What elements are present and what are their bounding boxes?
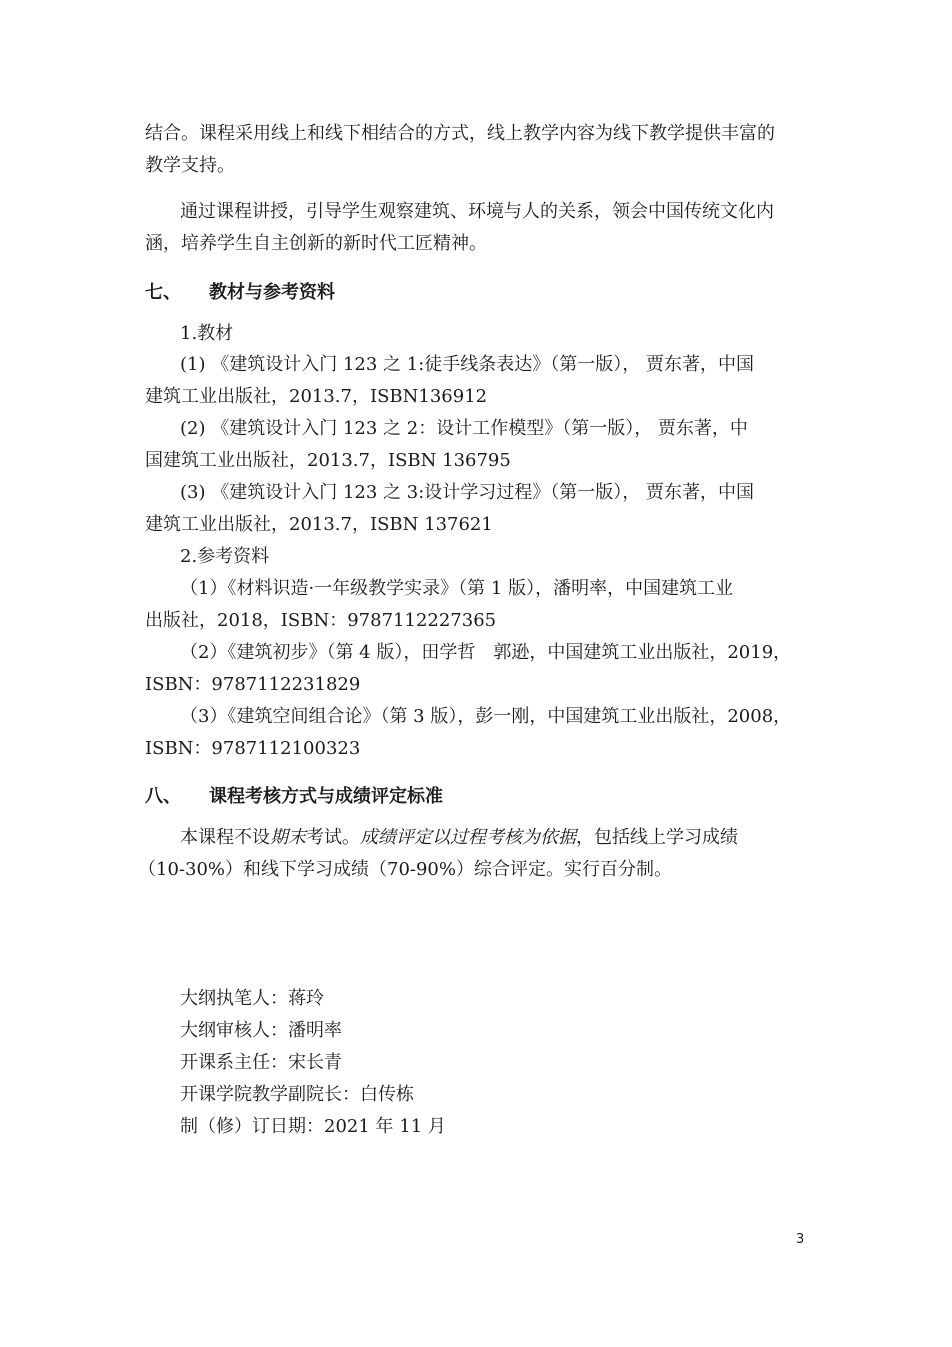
reference-entry: （3）《建筑空间组合论》（第 3 版），彭一刚，中国建筑工业出版社，2008， (180, 706, 792, 727)
page-number: 3 (796, 1232, 805, 1247)
reference-entry: ISBN：9787112100323 (145, 738, 361, 759)
textbook-entry: 建筑工业出版社，2013.7，ISBN136912 (145, 386, 488, 407)
subheading-references: 2.参考资料 (180, 546, 270, 567)
textbook-entry: (1) 《建筑设计入门 123 之 1:徒手线条表达》（第一版）， 贾东著，中国 (180, 354, 754, 375)
section-heading-7 (145, 278, 335, 304)
reference-entry: 出版社，2018，ISBN：9787112227365 (145, 610, 497, 631)
assessment-paragraph-line: （10-30%）和线下学习成绩（70-90%）综合评定。实行百分制。 (138, 859, 672, 880)
reference-entry: （2）《建筑初步》（第 4 版），田学哲 郭逊，中国建筑工业出版社，2019， (180, 642, 792, 663)
paragraph-line: 通过课程讲授，引导学生观察建筑、环境与人的关系，领会中国传统文化内 (180, 201, 774, 222)
signature-vice-dean: 开课学院教学副院长：白传栋 (180, 1084, 414, 1105)
italic-text-run: 成绩评定以过程考核为依据 (360, 827, 576, 848)
signature-reviewer: 大纲审核人：潘明率 (180, 1020, 342, 1041)
signature-department-head: 开课系主任：宋长青 (180, 1052, 342, 1073)
italic-text-run: 期末 (270, 827, 306, 848)
text-run: 本课程不设 (180, 827, 270, 848)
subheading-textbooks: 1.教材 (180, 323, 234, 344)
textbook-entry: (2) 《建筑设计入门 123 之 2：设计工作模型》（第一版）， 贾东著，中 (180, 418, 748, 439)
assessment-paragraph-line (180, 822, 738, 854)
signature-author: 大纲执笔人：蒋玲 (180, 988, 324, 1009)
text-run: 考试。 (306, 827, 360, 848)
paragraph-line: 教学支持。 (145, 155, 235, 176)
section-number: 七、 (145, 282, 181, 303)
section-number: 八、 (145, 786, 181, 807)
section-heading-8 (145, 782, 443, 808)
reference-entry: ISBN：9787112231829 (145, 674, 361, 695)
paragraph-line: 涵，培养学生自主创新的新时代工匠精神。 (145, 233, 487, 254)
textbook-entry: 国建筑工业出版社，2013.7，ISBN 136795 (145, 450, 511, 471)
reference-entry: （1）《材料识造·一年级教学实录》（第 1 版），潘明率，中国建筑工业 (180, 578, 734, 599)
text-run: ，包括线上学习成绩 (576, 827, 738, 848)
revision-date: 制（修）订日期：2021 年 11 月 (180, 1116, 446, 1137)
textbook-entry: (3) 《建筑设计入门 123 之 3:设计学习过程》（第一版）， 贾东著，中国 (180, 482, 754, 503)
paragraph-line: 结合。课程采用线上和线下相结合的方式，线上教学内容为线下教学提供丰富的 (145, 123, 775, 144)
section-title: 课程考核方式与成绩评定标准 (209, 786, 443, 807)
textbook-entry: 建筑工业出版社，2013.7，ISBN 137621 (145, 514, 493, 535)
section-title: 教材与参考资料 (209, 282, 335, 303)
